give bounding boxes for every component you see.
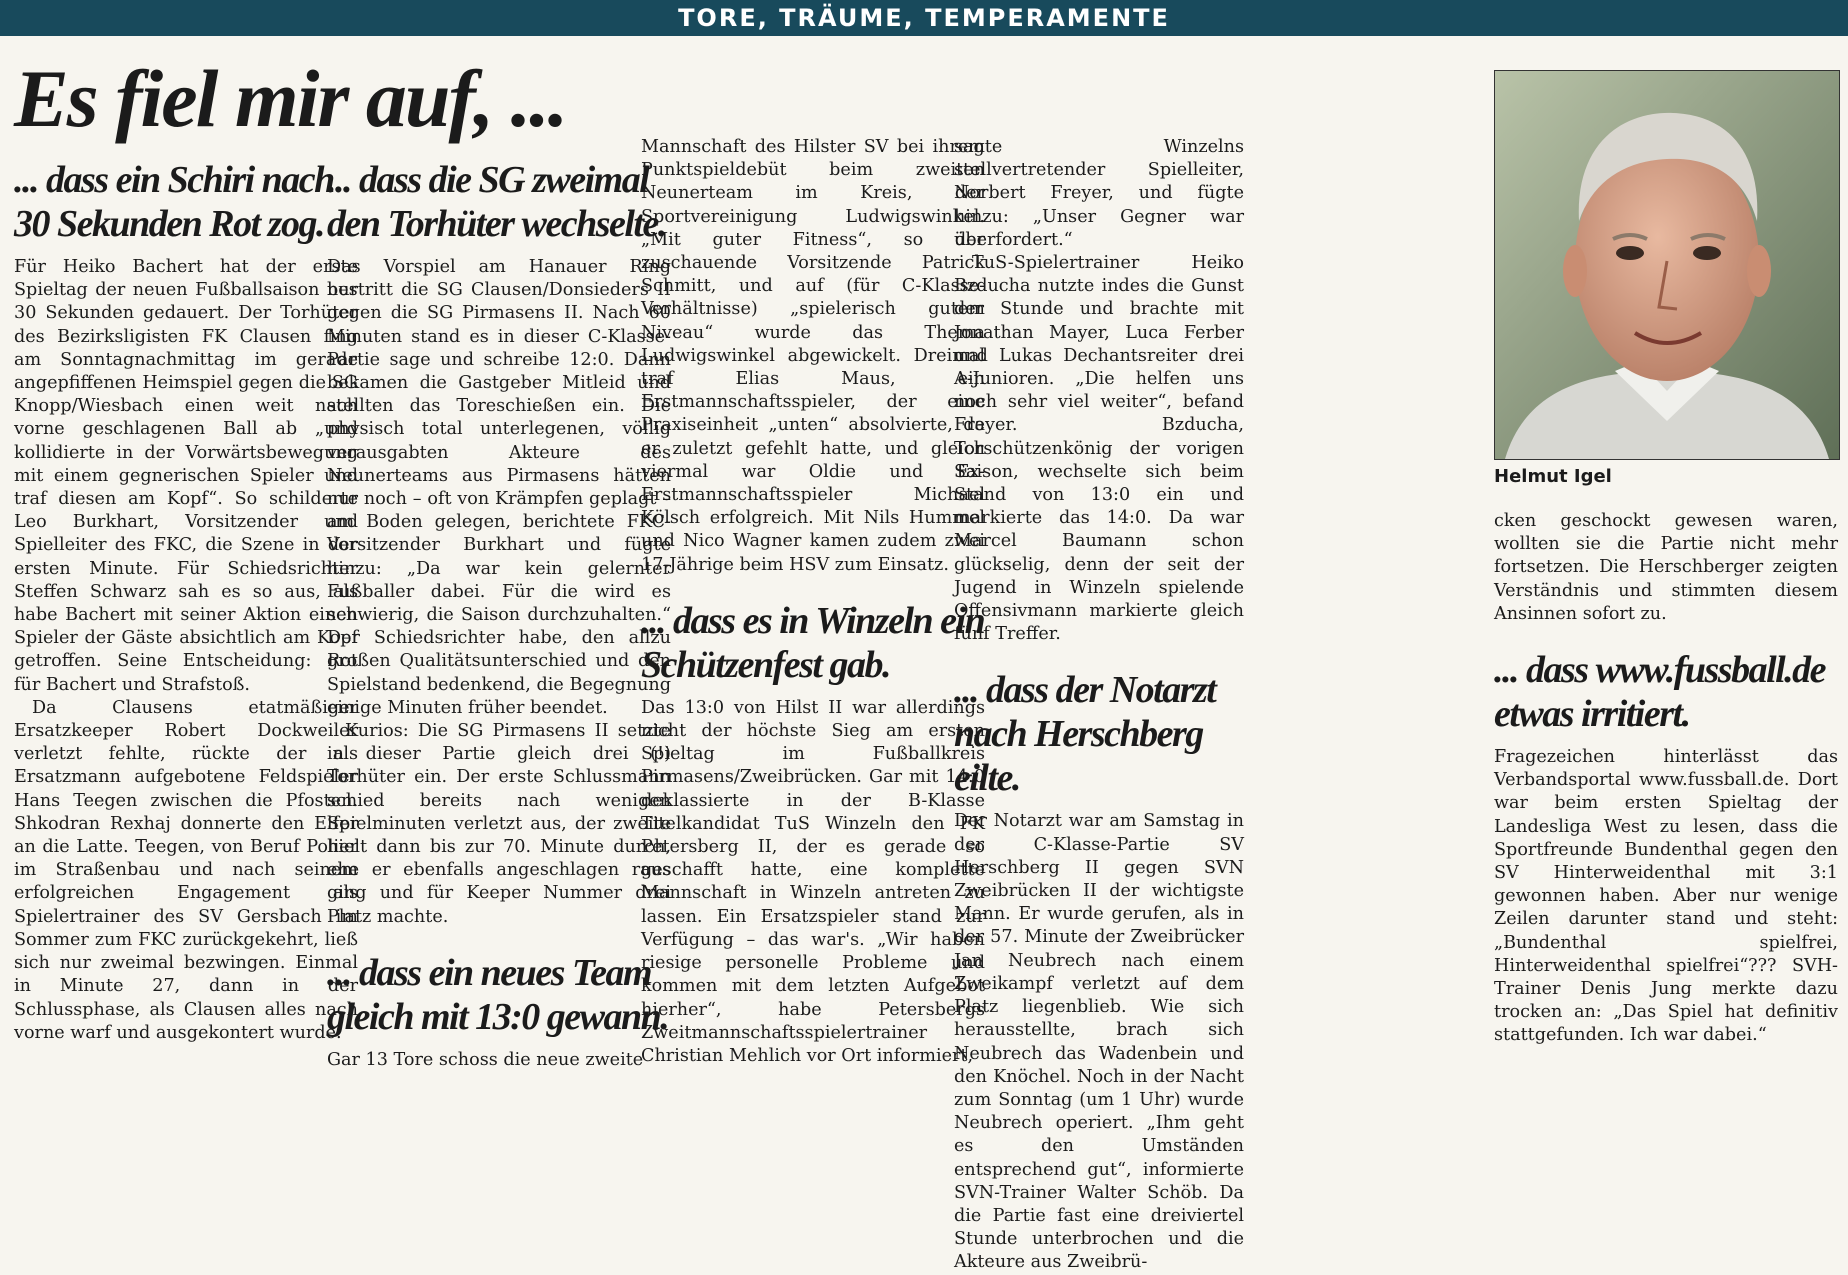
paragraph: Mannschaft des Hilster SV bei ihrem Punktspieldebüt beim zweiten Neunerteam im Kreis, der Sportvereinigung Ludwigswinkel. „Mit guter Fitness“, so der zuschauende Vorsitzende Patrick Schmitt, und auf (für C-Klasse-Verhältnisse) „spielerisch gutem Niveau“ wurde das Thema Ludwigswinkel abgewickelt. Dreimal traf Elias Maus, ein Erstmannschaftsspieler, der eine Praxiseinheit „unten“ absolvierte, da er zuletzt gefehlt hatte, und gleich viermal war Oldie und Ex-Erstmannschaftsspieler Michael Kölsch erfolgreich. Mit Nils Hummel und Nico Wagner kamen zudem zwei 17-Jährige beim HSV zum Einsatz. xyxy=(641,137,985,575)
column-5 xyxy=(1494,510,1838,1048)
photo-caption: Helmut Igel xyxy=(1494,466,1612,487)
subheading-winzeln: ... dass es in Winzeln ein Schützenfest gab. xyxy=(641,599,985,686)
subheading-schiri: ... dass ein Schiri nach 30 Sekunden Rot zog. xyxy=(14,159,334,245)
author-photo xyxy=(1494,70,1840,460)
column-2 xyxy=(327,158,671,1072)
paragraph: Das 13:0 von Hilst II war allerdings nicht der höchste Sieg am ersten Spieltag im Fußballkreis Pirmasens/Zweibrücken. Gar mit 14:0 deklassierte in der B-Klasse Titelkandidat TuS Winzeln den FK Petersberg II, der es gerade so geschafft hatte, eine komplette Mannschaft in Winzeln antreten zu lassen. Ein Ersatzspieler stand zur Verfügung – das war's. „Wir haben riesige personelle Probleme und kommen mit dem letzten Aufgebot hierher“, habe Petersbergs Zweitmannschaftsspielertrainer Christian Mehlich vor Ort informiert, xyxy=(641,697,985,1066)
paragraph: Der Notarzt war am Samstag in der C-Klasse-Partie SV Herschberg II gegen SVN Zweibrücken II der wichtigste Mann. Er wurde gerufen, als in der 57. Minute der Zweibrücker Jan Neubrech nach einem Zweikampf verletzt auf dem Platz liegenblieb. Wie sich herausstellte, brach sich Neubrech das Wadenbein und den Knöchel. Noch in der Nacht zum Sonntag (um 1 Uhr) wurde Neubrech operiert. „Ihm geht es den Umständen entsprechend gut“, informierte SVN-Trainer Walter Schöb. Da die Partie fast eine dreiviertel Stunde unterbrochen und die Akteure aus Zweibrü- xyxy=(954,811,1244,1273)
section-banner xyxy=(0,0,1848,36)
portrait-illustration xyxy=(1495,71,1839,459)
paragraph: Für Heiko Bachert hat der erste Spieltag der neuen Fußballsaison nur 30 Sekunden gedauert. Der Torhüter des Bezirksligisten FK Clausen fing am Sonntagnachmittag im gerade angepfiffenen Heimspiel gegen die SG Knopp/Wiesbach einen weit nach vorne geschlagenen Ball ab „und kollidierte in der Vorwärtsbewegung mit einem gegnerischen Spieler und traf diesen am Kopf“. So schilderte Leo Burkhart, Vorsitzender und Spielleiter des FKC, die Szene in der ersten Minute. Für Schiedsrichter Steffen Schwarz sah es so aus, als habe Bachert mit seiner Aktion einen Spieler der Gäste absichtlich am Kopf getroffen. Seine Entscheidung: Rot für Bachert und Strafstoß. xyxy=(14,257,358,695)
subheading-fussball-de: ... dass www.fussball.de etwas irritiert. xyxy=(1494,649,1826,736)
paragraph: Fragezeichen hinterlässt das Verbandsportal www.fussball.de. Dort war beim ersten Spieltag der Landesliga West zu lesen, dass die Sportfreunde Bundenthal gegen den SV Hinterweidenthal mit 3:1 gewonnen haben. Aber nur wenige Zeilen darunter stand und steht: „Bundenthal spielfrei, Hinterweidenthal spielfrei“??? SVH-Trainer Denis Jung merkte dazu trocken an: „Das Spiel hat definitiv stattgefunden. Ich war dabei.“ xyxy=(1494,747,1838,1046)
paragraph: sagte Winzelns stellvertretender Spielleiter, Norbert Freyer, und fügte hinzu: „Unser Gegner war überfordert.“ xyxy=(954,137,1244,250)
subheading-notarzt: ... dass der Notarzt nach Herschberg eilte. xyxy=(954,669,1216,800)
paragraph: Gar 13 Tore schoss die neue zweite xyxy=(327,1049,644,1070)
section-banner-text: TORE, TRÄUME, TEMPERAMENTE xyxy=(678,4,1170,32)
paragraph: Kurios: Die SG Pirmasens II setzte in dieser Partie gleich drei (!) Torhüter ein. Der erste Schlussmann schied bereits nach wenigen Spielminuten verletzt aus, der zweite hielt dann bis zur 70. Minute durch, ehe er ebenfalls angeschlagen raus ging und für Keeper Nummer drei Platz machte. xyxy=(327,721,671,927)
column-4 xyxy=(954,136,1244,1275)
subheading-neues-team: ... dass ein neues Team gleich mit 13:0 gewann. xyxy=(327,951,669,1038)
column-3 xyxy=(641,136,985,1068)
paragraph: Das Vorspiel am Hanauer Ring bestritt die SG Clausen/Donsieders II gegen die SG Pirmasens II. Nach 60 Minuten stand es in dieser C-Klasse-Partie sage und schreibe 12:0. Dann bekamen die Gastgeber Mitleid und stellten das Toreschießen ein. Die physisch total unterlegenen, völlig verausgabten Akteure des Neunerteams aus Pirmasens hätten nur noch – oft von Krämpfen geplagt – am Boden gelegen, berichtete FKC-Vorsitzender Burkhart und fügte hinzu: „Da war kein gelernter Fußballer dabei. Für die wird es schwierig, die Saison durchzuhalten.“ Der Schiedsrichter habe, den allzu großen Qualitätsunterschied und den Spielstand bedenkend, die Begegnung einige Minuten früher beendet. xyxy=(327,257,671,718)
paragraph: cken geschockt gewesen waren, wollten sie die Partie nicht mehr fortsetzen. Die Herschberger zeigten Verständnis und stimmten diesem Ansinnen sofort zu. xyxy=(1494,511,1838,624)
paragraph: Da Clausens etatmäßiger Ersatzkeeper Robert Dockweiler verletzt fehlte, rückte der als Ersatzmann aufgebotene Feldspieler Hans Teegen zwischen die Pfosten. Shkodran Rexhaj donnerte den Elfer an die Latte. Teegen, von Beruf Polier im Straßenbau und nach seinem erfolgreichen Engagement als Spielertrainer des SV Gersbach im Sommer zum FKC zurückgekehrt, ließ sich nur zweimal bezwingen. Einmal in Minute 27, dann in der Schlussphase, als Clausen alles nach vorne warf und ausgekontert wurde. xyxy=(14,697,358,1043)
subheading-torhueter: ... dass die SG zweimal den Torhüter wechselte. xyxy=(327,159,666,245)
paragraph: TuS-Spielertrainer Heiko Bzducha nutzte indes die Gunst der Stunde und brachte mit Jonathan Mayer, Luca Ferber und Lukas Dechantsreiter drei A-Junioren. „Die helfen uns noch sehr viel weiter“, befand Freyer. Bzducha, Torschützenkönig der vorigen Saison, wechselte sich beim Stand von 13:0 ein und markierte das 14:0. Da war Marcel Baumann schon glückselig, denn der seit der Jugend in Winzeln spielende Offensivmann markierte gleich fünf Treffer. xyxy=(954,253,1244,645)
page-title: Es fiel mir auf, ... xyxy=(14,53,567,144)
column-1 xyxy=(14,158,358,1045)
